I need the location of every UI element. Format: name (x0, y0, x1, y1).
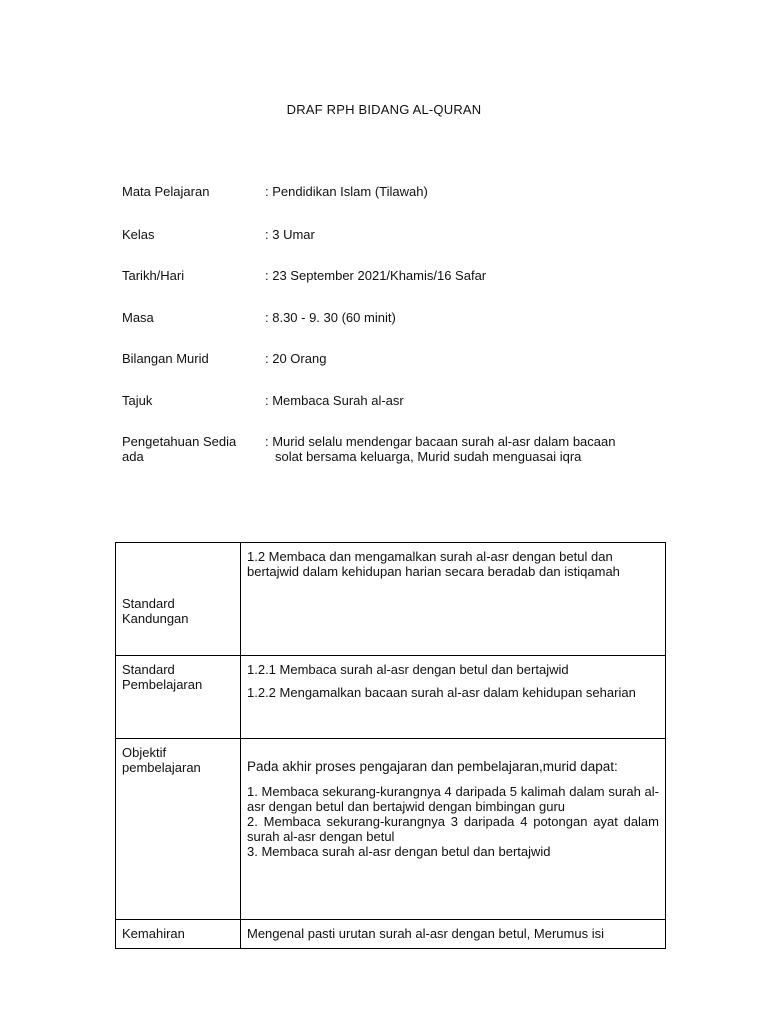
info-value-time: : 8.30 - 9. 30 (60 minit) (265, 310, 396, 325)
objektif-item: 2. Membaca sekurang-kurangnya 3 daripada 4 potongan ayat dalam surah al-asr dengan betul (247, 814, 659, 844)
info-label-date: Tarikh/Hari (122, 268, 185, 283)
info-label-students: Bilangan Murid (122, 351, 209, 366)
standard-pembelajaran-item: 1.2.2 Mengamalkan bacaan surah al-asr dalam kehidupan seharian (247, 685, 636, 700)
info-value-class: : 3 Umar (265, 227, 315, 242)
info-label-subject: Mata Pelajaran (122, 184, 210, 199)
table-row-standard-kandungan (116, 543, 666, 656)
info-label-class: Kelas (122, 227, 155, 242)
prior-knowledge-line-1: : Murid selalu mendengar bacaan surah al-asr dalam bacaan (265, 434, 616, 449)
info-value-date: : 23 September 2021/Khamis/16 Safar (265, 268, 487, 283)
standard-kandungan-text: 1.2 Membaca dan mengamalkan surah al-asr dengan betul dan bertajwid dalam kehidupan harian secara beradab dan istiqamah (241, 543, 666, 656)
objektif-item: 3. Membaca surah al-asr dengan betul dan bertajwid (247, 844, 551, 859)
standard-pembelajaran-label: Standard Pembelajaran (116, 656, 241, 739)
table-row-kemahiran (116, 920, 666, 949)
objektif-label: Objektif pembelajaran (116, 739, 241, 920)
document-title: DRAF RPH BIDANG AL-QURAN (286, 102, 482, 117)
info-value-topic: : Membaca Surah al-asr (265, 393, 404, 408)
info-value-subject: : Pendidikan Islam (Tilawah) (265, 184, 428, 199)
table-row-standard-pembelajaran (116, 656, 666, 739)
objektif-cell (241, 739, 666, 920)
objektif-item: 1. Membaca sekurang-kurangnya 4 daripada 5 kalimah dalam surah al-asr dengan betul dan bertajwid dengan bimbingan guru (247, 784, 659, 814)
table-row-objektif (116, 739, 666, 920)
standard-kandungan-label: Standard Kandungan (116, 543, 241, 656)
info-label-topic: Tajuk (122, 393, 153, 408)
info-value-students: : 20 Orang (265, 351, 327, 366)
standard-pembelajaran-cell (241, 656, 666, 739)
lesson-plan-table (115, 542, 666, 949)
kemahiran-text: Mengenal pasti urutan surah al-asr dengan betul, Merumus isi (241, 920, 666, 949)
objektif-intro: Pada akhir proses pengajaran dan pembelajaran,murid dapat: (247, 759, 618, 774)
kemahiran-label: Kemahiran (116, 920, 241, 949)
info-value-prior-knowledge (265, 434, 665, 464)
info-label-time: Masa (122, 310, 154, 325)
standard-pembelajaran-item: 1.2.1 Membaca surah al-asr dengan betul dan bertajwid (247, 662, 569, 677)
prior-knowledge-line-2: solat bersama keluarga, Murid sudah menguasai iqra (275, 449, 582, 464)
info-label-prior-knowledge: Pengetahuan Sedia ada (122, 434, 237, 464)
